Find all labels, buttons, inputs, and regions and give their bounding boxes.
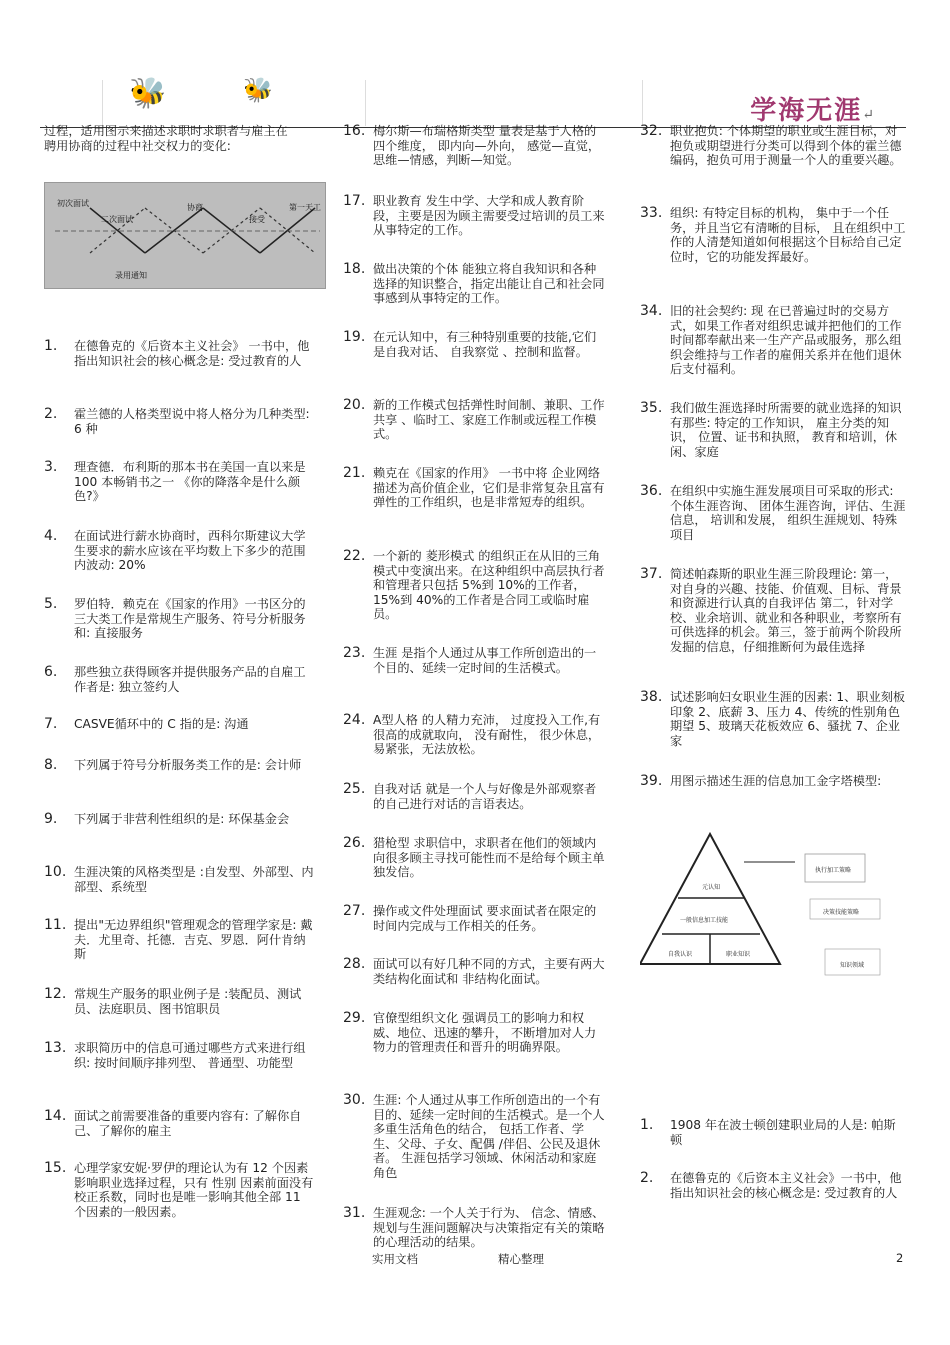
question-item xyxy=(343,466,605,510)
question-text: 在德鲁克的《后资本主义社会》 一书中，他指出知识社会的核心概念是: 受过教育的人 xyxy=(74,339,310,368)
question-text: 在面试进行薪水协商时，西科尔斯建议大学生要求的薪水应该在平均数上下多少的范围内波动: 20% xyxy=(74,529,306,573)
question-item xyxy=(44,987,314,1016)
question-number: 12. xyxy=(44,986,67,1002)
question-number: 1. xyxy=(640,1117,654,1133)
question-text: 简述帕森斯的职业生涯三阶段理论: 第一，对自身的兴趣、技能、价值观、目标、背景和资源进行认真的自我评估 第二，针对学校、业余培训、就业和各种职业，考察所有可供选择的机会。第三，签于前两个阶段所发掘的信息，仔细推断何为最佳选择 xyxy=(670,567,902,654)
brand-logo: 学海无涯↵ xyxy=(750,96,876,126)
question-number: 26. xyxy=(343,835,366,851)
question-number: 10. xyxy=(44,864,67,880)
question-item xyxy=(343,1011,605,1055)
question-text: 下列属于符号分析服务类工作的是: 会计师 xyxy=(74,758,302,772)
question-number: 38. xyxy=(640,689,663,705)
question-text: 旧的社会契约: 现 在已普遍过时的交易方式，如果工作者对组织忠诚并把他们的工作时间都奉献出来一生产产品或服务，那么组织会维持与工作者的雇佣关系并在他们退休后支付福利。 xyxy=(670,304,902,377)
pyramid-label: 一般信息加工技能 xyxy=(680,917,729,924)
question-text: 做出决策的个体 能独立将自我知识和各种选择的知识整合，指定出能让自己和社会同事感到从事特定的工作。 xyxy=(373,262,605,306)
question-text: CASVE循环中的 C 指的是: 沟通 xyxy=(74,717,249,731)
question-number: 6. xyxy=(44,664,58,680)
negotiation-chart-photo xyxy=(44,182,326,310)
question-number: 2. xyxy=(44,406,58,422)
question-item xyxy=(343,1093,605,1181)
question-item xyxy=(44,1161,314,1219)
question-number: 28. xyxy=(343,956,366,972)
question-number: 24. xyxy=(343,712,366,728)
question-item xyxy=(640,401,906,459)
pyramid-label: 自我认识 xyxy=(668,951,693,958)
question-number: 15. xyxy=(44,1160,67,1176)
question-item xyxy=(343,262,605,306)
question-number: 34. xyxy=(640,303,663,319)
question-item xyxy=(640,774,906,789)
question-item xyxy=(44,339,314,368)
question-item xyxy=(640,567,906,655)
question-number: 31. xyxy=(343,1205,366,1221)
question-number: 18. xyxy=(343,261,366,277)
question-number: 3. xyxy=(44,459,58,475)
bee-icon: 🐝 xyxy=(243,76,273,104)
question-text: 猎枪型 求职信中，求职者在他们的领域内向很多顾主寻找可能性而不是给每个顾主单独发信。 xyxy=(373,836,605,880)
question-text: 组织: 有特定目标的机构， 集中于一个任务，并且当它有清晰的目标， 且在组织中工作的人清楚知道如何根据这个目标给自己定位时，它的功能发挥最好。 xyxy=(670,206,906,264)
question-text: 职业教育 发生中学、大学和成人教育阶段，主要是因为顾主需要受过培训的员工来从事特定的工作。 xyxy=(373,194,605,238)
question-number: 1. xyxy=(44,338,58,354)
question-number: 19. xyxy=(343,329,366,345)
question-number: 17. xyxy=(343,193,366,209)
bee-icon: 🐝 xyxy=(129,76,167,111)
question-text: 自我对话 就是一个人与好像是外部观察者的自己进行对话的言语表达。 xyxy=(373,782,597,811)
question-text: 下列属于非营利性组织的是: 环保基金会 xyxy=(74,812,290,826)
question-item xyxy=(44,1109,314,1138)
question-text: 生涯决策的风格类型是 :自发型、外部型、内部型、系统型 xyxy=(74,865,314,894)
question-number: 21. xyxy=(343,465,366,481)
question-text: 梅尔斯—布瑞格斯类型 量表是基于人格的四个维度， 即内向—外向， 感觉—直觉，思维—情感，判断—知觉。 xyxy=(373,124,601,168)
question-text: 新的工作模式包括弹性时间制、兼职、工作共享 、临时工、家庭工作制或远程工作模式。 xyxy=(373,398,605,442)
divider xyxy=(365,80,366,126)
chart-label: 第一天工 xyxy=(289,203,321,212)
chart-label: 录用通知 xyxy=(115,271,147,280)
question-text: A型人格 的人精力充沛， 过度投入工作,有很高的成就取向， 没有耐性， 很少休息，易紧张，无法放松。 xyxy=(373,713,601,757)
question-item xyxy=(640,124,906,168)
question-text: 常规生产服务的职业例子是 :装配员、测试员、法庭职员、图书馆职员 xyxy=(74,987,302,1016)
question-text: 心理学家安妮·罗伊的理论认为有 12 个因素影响职业选择过程，只有 性别 因素前面没有校正系数，同时也是唯一影响其他全部 11 个因素的一般因素。 xyxy=(74,1161,314,1219)
question-item xyxy=(44,1041,314,1070)
pyramid-label: 职业知识 xyxy=(726,951,751,958)
question-number: 16. xyxy=(343,123,366,139)
question-text: 用图示描述生涯的信息加工金字塔模型: xyxy=(670,774,882,788)
question-number: 36. xyxy=(640,483,663,499)
question-item xyxy=(44,865,314,894)
divider xyxy=(642,80,643,126)
question-item xyxy=(343,549,605,622)
pyramid-label: 执行加工策略 xyxy=(815,867,852,874)
question-number: 20. xyxy=(343,397,366,413)
question-number: 30. xyxy=(343,1092,366,1108)
question-text: 那些独立获得顾客并提供服务产品的自雇工作者是: 独立签约人 xyxy=(74,665,306,694)
question-item xyxy=(343,782,605,811)
question-item xyxy=(44,597,314,641)
divider xyxy=(102,80,103,126)
question-text: 试述影响妇女职业生涯的因素: 1、职业刻板印象 2、底薪 3、压力 4、传统的性别角色期望 5、玻璃天花板效应 6、骚扰 7、企业家 xyxy=(670,690,906,748)
question-item xyxy=(44,460,314,504)
question-item xyxy=(343,330,605,359)
question-item xyxy=(640,304,906,377)
question-number: 5. xyxy=(44,596,58,612)
page-number: 2 xyxy=(896,1251,904,1265)
pyramid-label: 知识领域 xyxy=(840,962,865,969)
question-text: 我们做生涯选择时所需要的就业选择的知识有那些: 特定的工作知识， 雇主分类的知识， 位置、证书和执照， 教育和培训，休闲、家庭 xyxy=(670,401,902,459)
question-number: 11. xyxy=(44,917,67,933)
question-number: 29. xyxy=(343,1010,366,1026)
question-text: 求职简历中的信息可通过哪些方式来进行组织: 按时间顺序排列型、 普通型、功能型 xyxy=(74,1041,306,1070)
question-text: 在德鲁克的《后资本主义社会》一书中，他指出知识社会的核心概念是: 受过教育的人 xyxy=(670,1171,902,1200)
question-item xyxy=(44,407,314,436)
question-item xyxy=(640,690,906,748)
question-text: 一个新的 菱形模式 的组织正在从旧的三角模式中变演出来。在这种组织中高层执行者和管理者只包括 5%到 10%的工作者， 15%到 40%的工作者是合同工或临时雇员。 xyxy=(373,549,605,622)
question-item xyxy=(343,124,605,168)
question-number: 14. xyxy=(44,1108,67,1124)
question-number: 39. xyxy=(640,773,663,789)
question-item xyxy=(640,484,906,542)
page-header xyxy=(40,70,906,128)
intro-text: 过程，适用图示来描述求职时求职者与雇主在聘用协商的过程中社交权力的变化: xyxy=(44,124,288,153)
question-item xyxy=(343,646,605,675)
question-item xyxy=(44,665,314,694)
question-text: 理查德．布利斯的那本书在美国一直以来是 100 本畅销书之一 《你的降落伞是什么颜色?》 xyxy=(74,460,306,504)
question-item xyxy=(44,812,314,827)
question-item xyxy=(640,206,906,264)
question-text: 生涯 是指个人通过从事工作所创造出的一个目的、延续一定时间的生活模式。 xyxy=(373,646,597,675)
question-number: 22. xyxy=(343,548,366,564)
question-text: 官僚型组织文化 强调员工的影响力和权威、地位、迅速的攀升， 不断增加对人力物力的管理责任和晋升的明确界限。 xyxy=(373,1011,597,1055)
question-text: 面试可以有好几种不同的方式，主要有两大类结构化面试和 非结构化面试。 xyxy=(373,957,605,986)
question-text: 职业抱负: 个体期望的职业或生涯目标，对抱负或期望进行分类可以得到个体的霍兰德编码，抱负可用于测量一个人的重要兴趣。 xyxy=(670,124,902,168)
question-text: 提出"无边界组织"管理观念的管理学家是: 戴夫．尤里奇、托德．吉克、罗恩．阿什肯纳斯 xyxy=(74,918,313,962)
question-item xyxy=(44,529,314,573)
question-text: 赖克在《国家的作用》 一书中将 企业网络 描述为高价值企业，它们是非常复杂且富有弹性的工作组织，也是非常短寿的组织。 xyxy=(373,466,605,510)
pyramid-label: 元认知 xyxy=(702,884,721,891)
question-number: 32. xyxy=(640,123,663,139)
question-number: 7. xyxy=(44,716,58,732)
question-item xyxy=(343,957,605,986)
question-item xyxy=(343,713,605,757)
chart-label: 二次面试 xyxy=(101,215,133,224)
chart-legend: 求职者：实线 xyxy=(75,301,123,310)
question-text: 生涯: 个人通过从事工作所创造出的一个有目的、延续一定时间的生活模式。是一个人多重生活角色的结合， 包括工作者、学生、父母、子女、配偶 /伴侣、公民及退休者。 生涯包括学习领域、休闲活动和家庭角色 xyxy=(373,1093,605,1180)
question-number: 27. xyxy=(343,903,366,919)
question-item xyxy=(44,717,314,732)
question-number: 13. xyxy=(44,1040,67,1056)
question-text: 面试之前需要准备的重要内容有: 了解你自己、了解你的雇主 xyxy=(74,1109,302,1138)
footer-mid: 精心整理 xyxy=(498,1252,544,1266)
question-number: 9. xyxy=(44,811,58,827)
chart-label: 协商 xyxy=(187,203,203,212)
question-text: 在组织中实施生涯发展项目可采取的形式: 个体生涯咨询、 团体生涯咨询，评估、生涯信息， 培训和发展， 组织生涯规划、特殊项目 xyxy=(670,484,906,542)
question-item xyxy=(44,758,314,773)
question-number: 33. xyxy=(640,205,663,221)
question-number: 2. xyxy=(640,1170,654,1186)
question-number: 25. xyxy=(343,781,366,797)
question-text: 操作或文件处理面试 要求面试者在限定的时间内完成与工作相关的任务。 xyxy=(373,904,597,933)
chart-legend: 雇主：虚线 xyxy=(195,301,235,310)
question-item xyxy=(343,194,605,238)
question-text: 生涯观念: 一个人关于行为、 信念、情感、规划与生涯问题解决与决策指定有关的策略的心理活动的结果。 xyxy=(373,1206,605,1250)
question-text: 1908 年在波士顿创建职业局的人是: 帕斯顿 xyxy=(670,1118,896,1147)
question-number: 8. xyxy=(44,757,58,773)
question-item xyxy=(640,1118,906,1147)
question-item xyxy=(343,904,605,933)
chart-label: 接受 xyxy=(249,215,265,224)
question-number: 23. xyxy=(343,645,366,661)
footer-left: 实用文档 xyxy=(372,1252,418,1266)
question-text: 霍兰德的人格类型说中将人格分为几种类型: 6 种 xyxy=(74,407,310,436)
question-item xyxy=(44,918,314,962)
pyramid-diagram xyxy=(640,824,900,994)
question-item xyxy=(343,836,605,880)
chart-label: 初次面试 xyxy=(57,199,89,208)
question-item xyxy=(343,398,605,442)
question-text: 在元认知中，有三种特别重要的技能,它们是自我对话、 自我察觉 、控制和监督。 xyxy=(373,330,597,359)
pyramid-label: 决策技能策略 xyxy=(823,909,860,916)
question-item xyxy=(343,1206,605,1250)
question-text: 罗伯特．赖克在《国家的作用》一书区分的三大类工作是常规生产服务、符号分析服务和: 直接服务 xyxy=(74,597,306,641)
question-number: 37. xyxy=(640,566,663,582)
question-number: 4. xyxy=(44,528,58,544)
question-number: 35. xyxy=(640,400,663,416)
question-item xyxy=(640,1171,906,1200)
